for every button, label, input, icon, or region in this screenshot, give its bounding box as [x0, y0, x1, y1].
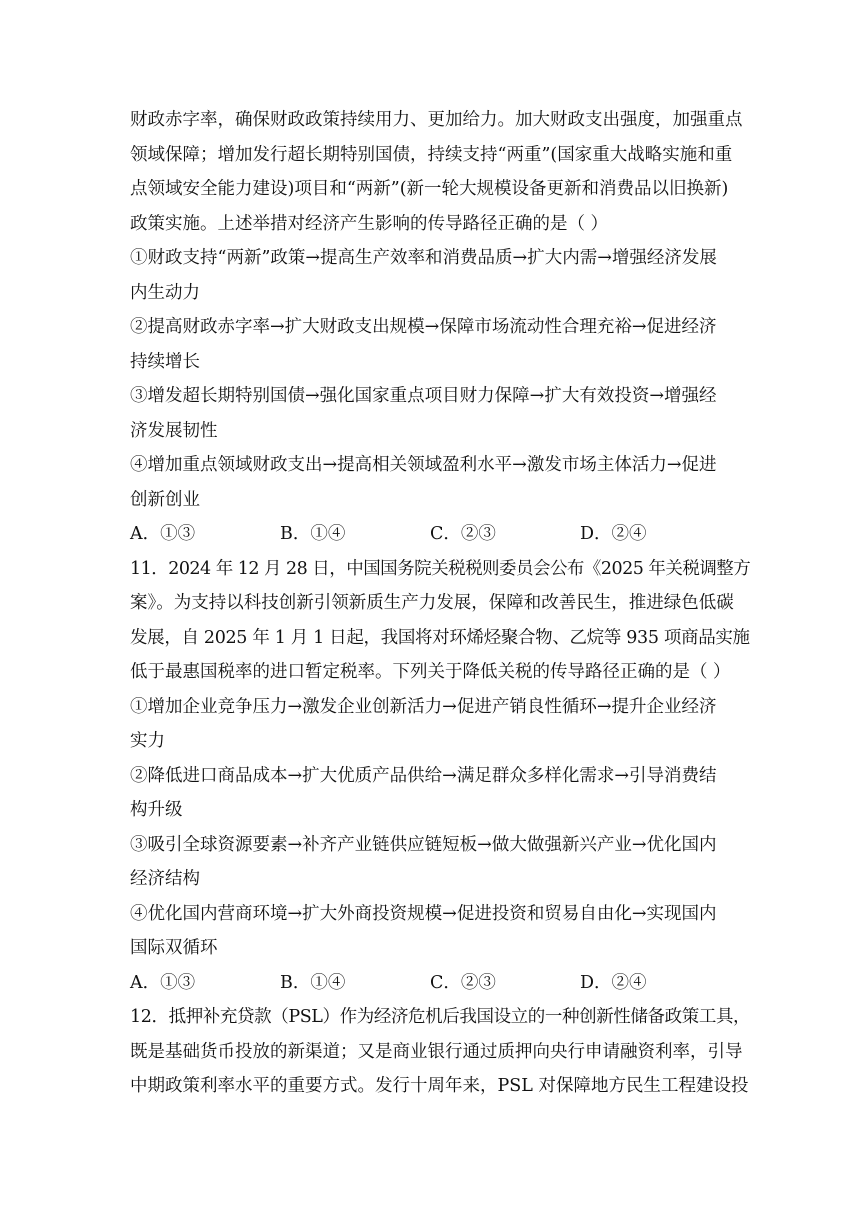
q12-stem-line-1: 12．抵押补充贷款（PSL）作为经济危机后我国设立的一种创新性储备政策工具，: [130, 1007, 751, 1027]
q10-item-1-line-1: ①财政支持“两新”政策→提高生产效率和消费品质→扩大内需→增强经济发展: [130, 248, 717, 268]
q10-item-4-line-1: ④增加重点领域财政支出→提高相关领域盈利水平→激发市场主体活力→促进: [130, 455, 717, 475]
q12-stem-line-3: 中期政策利率水平的重要方式。发行十周年来，PSL 对保障地方民生工程建设投: [130, 1076, 749, 1096]
q11-item-1-line-1: ①增加企业竞争压力→激发企业创新活力→促进产销良性循环→提升企业经济: [130, 697, 717, 717]
q11-stem-line-4: 低于最惠国税率的进口暂定税率。下列关于降低关税的传导路径正确的是（ ）: [130, 662, 731, 682]
q11-item-3-line-1: ③吸引全球资源要素→补齐产业链供应链短板→做大做强新兴产业→优化国内: [130, 835, 717, 855]
q10-item-2-line-2: 持续增长: [130, 352, 200, 372]
q10-item-4-line-2: 创新创业: [130, 490, 200, 510]
q11-stem-line-2: 案》。为支持以科技创新引领新质生产力发展，保障和改善民生，推进绿色低碳: [130, 593, 734, 613]
q10-option-a[interactable]: A．①③: [130, 524, 196, 544]
q11-item-2-line-1: ②降低进口商品成本→扩大优质产品供给→满足群众多样化需求→引导消费结: [130, 766, 717, 786]
q10-option-d[interactable]: D．②④: [580, 524, 647, 544]
q11-option-b[interactable]: B．①④: [280, 973, 346, 993]
q11-item-4-line-1: ④优化国内营商环境→扩大外商投资规模→促进投资和贸易自由化→实现国内: [130, 904, 717, 924]
q11-item-2-line-2: 构升级: [130, 800, 183, 820]
q11-item-4-line-2: 国际双循环: [130, 938, 218, 958]
q11-option-c[interactable]: C．②③: [430, 973, 496, 993]
q12-stem-line-2: 既是基础货币投放的新渠道；又是商业银行通过质押向央行申请融资利率，引导: [130, 1042, 743, 1062]
q11-item-1-line-2: 实力: [130, 731, 165, 751]
q10-stem-line-3: 点领域安全能力建设)项目和“两新”(新一轮大规模设备更新和消费品以旧换新): [130, 179, 729, 199]
q11-stem-line-1: 11．2024 年 12 月 28 日，中国国务院关税税则委员会公布《2025 年关税调整方: [130, 559, 751, 579]
q10-item-3-line-1: ③增发超长期特别国债→强化国家重点项目财力保障→扩大有效投资→增强经: [130, 386, 717, 406]
q10-item-2-line-1: ②提高财政赤字率→扩大财政支出规模→保障市场流动性合理充裕→促进经济: [130, 317, 717, 337]
q10-stem-line-2: 领域保障；增加发行超长期特别国债，持续支持“两重”(国家重大战略实施和重: [130, 145, 733, 165]
q10-stem-line-1: 财政赤字率，确保财政政策持续用力、更加给力。加大财政支出强度，加强重点: [130, 110, 743, 130]
q11-option-a[interactable]: A．①③: [130, 973, 196, 993]
q11-stem-line-3: 发展，自 2025 年 1 月 1 日起，我国将对环烯烃聚合物、乙烷等 935 项商品实施: [130, 628, 750, 648]
q10-item-1-line-2: 内生动力: [130, 283, 200, 303]
q10-option-c[interactable]: C．②③: [430, 524, 496, 544]
q11-item-3-line-2: 经济结构: [130, 869, 200, 889]
q10-option-b[interactable]: B．①④: [280, 524, 346, 544]
q10-item-3-line-2: 济发展韧性: [130, 421, 218, 441]
q11-option-d[interactable]: D．②④: [580, 973, 647, 993]
q10-stem-line-4: 政策实施。上述举措对经济产生影响的传导路径正确的是（ ）: [130, 214, 609, 234]
